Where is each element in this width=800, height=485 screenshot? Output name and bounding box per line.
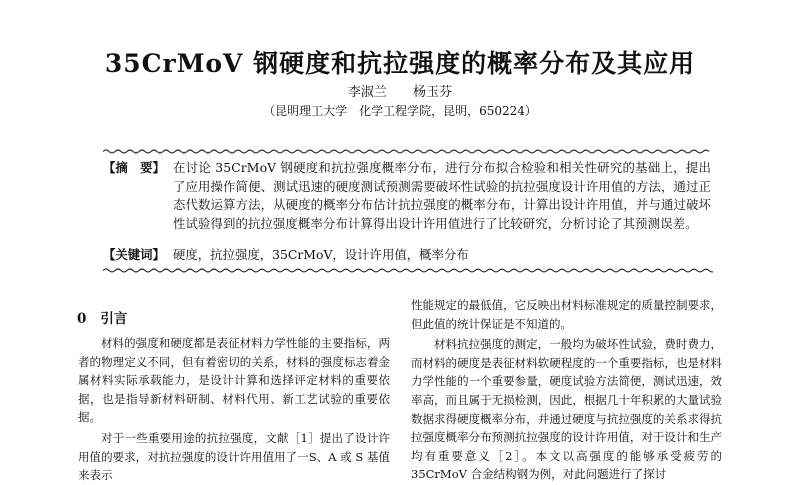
- abstract-box: [103, 148, 713, 274]
- paper-title: 35CrMoV 钢硬度和抗拉强度的概率分布及其应用: [104, 49, 696, 78]
- authors: [0, 81, 800, 100]
- left-paragraph-1: 材料的强度和硬度都是表征材料力学性能的主要指标，两者的物理定义不同，但有着密切的关系，材料的强度标志着金属材料实际承载能力，是设计计算和选择评定材料的重要依据，也是指导新材料研制、材料代用、新工艺试验的重要依据。: [78, 336, 390, 425]
- wavy-border-bottom: [103, 267, 713, 274]
- section-heading: [77, 307, 127, 327]
- right-paragraph-2: 材料抗拉强度的测定，一般均为破坏性试验，费时费力，而材料的硬度是表征材料软硬程度的一个重要指标，也是材料力学性能的一个重要参量，硬度试验方法简便，测试迅速，效率高，而且属于无损检测，因此，根据几十年积累的大量试验数据求得硬度概率分布，并通过硬度与抗拉强度的关系求得抗拉强度概率分布预测抗拉强度的设计许用值，对于设计和生产均有重要意义［2］。本文以高强度的能够承受疲劳的 35CrMoV 合金结构钢为例，对此问题进行了探讨: [411, 337, 722, 482]
- right-column: [411, 296, 722, 484]
- section-number: 0: [77, 311, 87, 327]
- keywords-label: 【关键词】: [103, 247, 165, 262]
- author-1: 李淑兰: [347, 85, 387, 100]
- keywords-text: 硬度，抗拉强度，35CrMoV，设计许用值，概率分布: [173, 247, 469, 262]
- abstract-text: 在讨论 35CrMoV 钢硬度和抗拉强度概率分布，进行分布拟合检验和相关性研究的基础上，提出了应用操作简便、测试迅速的硬度测试预测需要破坏性试验的抗拉强度设计许用值的方法，通过正态代数运算方法，从硬度的概率分布估计抗拉强度的概率分布，计算出设计许用值，并与通过破坏性试验得到的抗拉强度概率分布计算得出设计许用值进行了比较研究，分析讨论了其预测误差。: [173, 160, 711, 231]
- affiliation: （昆明理工大学 化学工程学院，昆明，650224）: [263, 104, 537, 118]
- author-2: 杨玉芬: [413, 85, 453, 100]
- section-title: 引言: [100, 311, 128, 327]
- left-column: [78, 334, 390, 485]
- right-paragraph-1: 性能规定的最低值，它反映出材料标准规定的质量控制要求，但此值的统计保证是不知道的。: [411, 298, 722, 331]
- abstract-label: 【摘 要】: [103, 160, 165, 175]
- wavy-border-top: [103, 148, 713, 155]
- left-paragraph-2: 对于一些重要用途的抗拉强度，文献［1］提出了设计许用值的要求，对抗拉强度的设计许用值用了一S、A 或 S 基值来表示: [78, 430, 390, 483]
